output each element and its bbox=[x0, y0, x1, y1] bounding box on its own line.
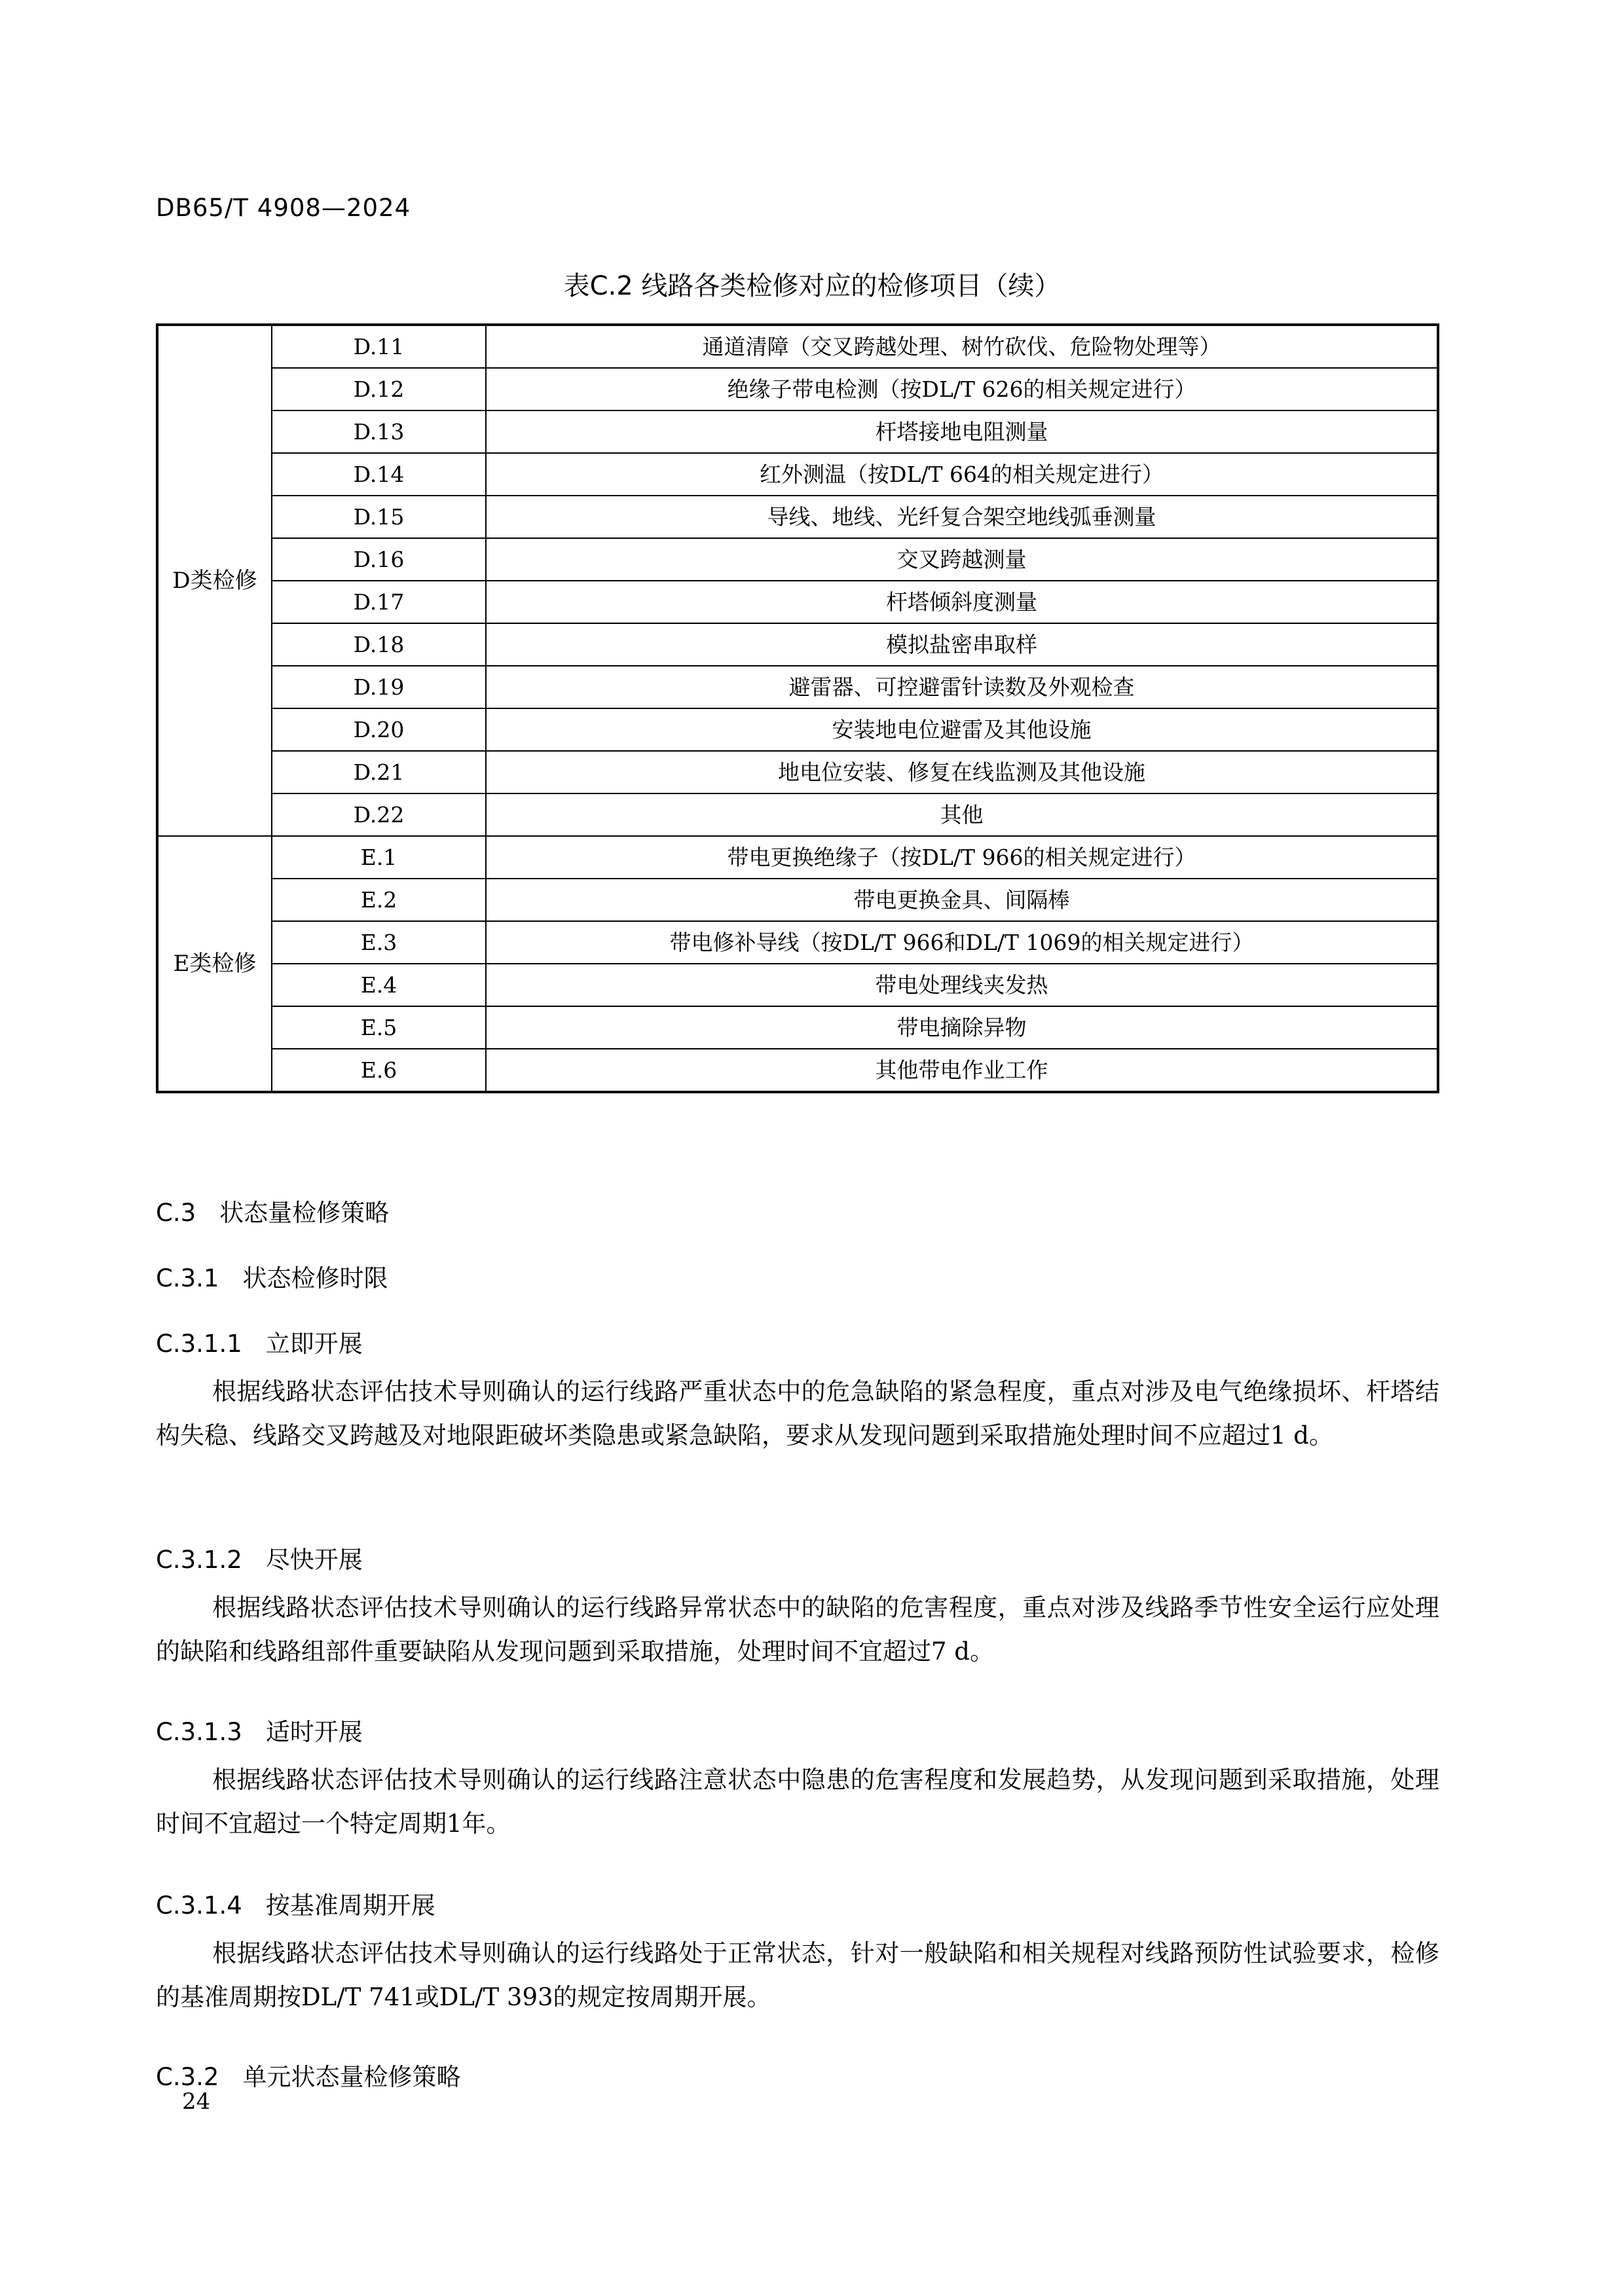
item-description-cell: 带电更换金具、间隔棒 bbox=[486, 879, 1438, 921]
section-number: C.3.1.4 bbox=[156, 1891, 242, 1920]
maintenance-items-table bbox=[156, 323, 1439, 1093]
table-row bbox=[157, 751, 1438, 793]
section-title: 状态量检修策略 bbox=[219, 1199, 390, 1227]
paragraph: 根据线路状态评估技术导则确认的运行线路注意状态中隐患的危害程度和发展趋势，从发现问题到采取措施，处理时间不宜超过一个特定周期1年。 bbox=[156, 1766, 1439, 1838]
table-row bbox=[157, 496, 1438, 538]
section-title: 单元状态量检修策略 bbox=[242, 2063, 461, 2091]
group-label-cell: E类检修 bbox=[157, 836, 272, 1092]
group-label-cell: D类检修 bbox=[157, 325, 272, 836]
table-row bbox=[157, 538, 1438, 581]
item-description-cell: 其他 bbox=[486, 793, 1438, 836]
table-row bbox=[157, 581, 1438, 623]
section-number: C.3.1.2 bbox=[156, 1546, 242, 1574]
table-row bbox=[157, 836, 1438, 879]
paragraph: 根据线路状态评估技术导则确认的运行线路异常状态中的缺陷的危害程度，重点对涉及线路季节性安全运行应处理的缺陷和线路组部件重要缺陷从发现问题到采取措施，处理时间不宜超过7 d。 bbox=[156, 1594, 1439, 1666]
table-row bbox=[157, 1006, 1438, 1049]
document-header: DB65/T 4908—2024 bbox=[156, 194, 411, 222]
table-row bbox=[157, 666, 1438, 708]
item-code-cell: E.2 bbox=[272, 879, 486, 921]
item-description-cell: 带电处理线夹发热 bbox=[486, 964, 1438, 1006]
item-description-cell: 带电更换绝缘子（按DL/T 966的相关规定进行） bbox=[486, 836, 1438, 879]
item-description-cell: 导线、地线、光纤复合架空地线弧垂测量 bbox=[486, 496, 1438, 538]
item-description-cell: 交叉跨越测量 bbox=[486, 538, 1438, 581]
section-title: 适时开展 bbox=[265, 1718, 363, 1746]
section-title: 状态检修时限 bbox=[242, 1264, 388, 1292]
item-code-cell: D.19 bbox=[272, 666, 486, 708]
item-code-cell: E.4 bbox=[272, 964, 486, 1006]
table-row bbox=[157, 453, 1438, 496]
table-row bbox=[157, 964, 1438, 1006]
section-title: 按基准周期开展 bbox=[265, 1891, 435, 1920]
section-number: C.3 bbox=[156, 1199, 196, 1227]
item-code-cell: D.21 bbox=[272, 751, 486, 793]
section-number: C.3.2 bbox=[156, 2063, 219, 2091]
section-heading bbox=[156, 1324, 363, 1359]
item-code-cell: D.16 bbox=[272, 538, 486, 581]
section-heading bbox=[156, 1886, 435, 1921]
table-row bbox=[157, 879, 1438, 921]
section-heading bbox=[156, 1193, 389, 1228]
item-description-cell: 地电位安装、修复在线监测及其他设施 bbox=[486, 751, 1438, 793]
section-title: 立即开展 bbox=[265, 1330, 363, 1358]
item-description-cell: 其他带电作业工作 bbox=[486, 1049, 1438, 1092]
item-code-cell: D.22 bbox=[272, 793, 486, 836]
item-description-cell: 通道清障（交叉跨越处理、树竹砍伐、危险物处理等） bbox=[486, 325, 1438, 368]
item-code-cell: D.13 bbox=[272, 410, 486, 453]
section-heading bbox=[156, 1712, 363, 1747]
item-code-cell: D.11 bbox=[272, 325, 486, 368]
item-code-cell: E.6 bbox=[272, 1049, 486, 1092]
table-row bbox=[157, 368, 1438, 410]
paragraph: 根据线路状态评估技术导则确认的运行线路严重状态中的危急缺陷的紧急程度，重点对涉及电气绝缘损坏、杆塔结构失稳、线路交叉跨越及对地限距破坏类隐患或紧急缺陷，要求从发现问题到采取措施处理时间不应超过1 d。 bbox=[156, 1377, 1439, 1449]
item-description-cell: 安装地电位避雷及其他设施 bbox=[486, 708, 1438, 751]
item-description-cell: 杆塔接地电阻测量 bbox=[486, 410, 1438, 453]
section-title: 尽快开展 bbox=[265, 1546, 363, 1574]
table-row bbox=[157, 325, 1438, 368]
table-row bbox=[157, 1049, 1438, 1092]
item-description-cell: 红外测温（按DL/T 664的相关规定进行） bbox=[486, 453, 1438, 496]
table-row bbox=[157, 708, 1438, 751]
table-row bbox=[157, 410, 1438, 453]
item-description-cell: 避雷器、可控避雷针读数及外观检查 bbox=[486, 666, 1438, 708]
section-number: C.3.1.1 bbox=[156, 1330, 242, 1358]
item-code-cell: D.15 bbox=[272, 496, 486, 538]
item-code-cell: D.17 bbox=[272, 581, 486, 623]
table-row bbox=[157, 793, 1438, 836]
item-code-cell: D.12 bbox=[272, 368, 486, 410]
section-heading bbox=[156, 1540, 363, 1575]
item-description-cell: 杆塔倾斜度测量 bbox=[486, 581, 1438, 623]
item-description-cell: 带电摘除异物 bbox=[486, 1006, 1438, 1049]
table-row bbox=[157, 623, 1438, 666]
item-code-cell: E.1 bbox=[272, 836, 486, 879]
paragraph: 根据线路状态评估技术导则确认的运行线路处于正常状态，针对一般缺陷和相关规程对线路预防性试验要求，检修的基准周期按DL/T 741或DL/T 393的规定按周期开展。 bbox=[156, 1939, 1439, 2011]
table-row bbox=[157, 921, 1438, 964]
item-code-cell: E.5 bbox=[272, 1006, 486, 1049]
item-description-cell: 模拟盐密串取样 bbox=[486, 623, 1438, 666]
item-description-cell: 绝缘子带电检测（按DL/T 626的相关规定进行） bbox=[486, 368, 1438, 410]
item-description-cell: 带电修补导线（按DL/T 966和DL/T 1069的相关规定进行） bbox=[486, 921, 1438, 964]
section-number: C.3.1 bbox=[156, 1264, 219, 1292]
section-heading bbox=[156, 1258, 388, 1294]
item-code-cell: D.20 bbox=[272, 708, 486, 751]
item-code-cell: D.18 bbox=[272, 623, 486, 666]
table-title: 表C.2 线路各类检修对应的检修项目（续） bbox=[563, 271, 1061, 301]
section-number: C.3.1.3 bbox=[156, 1718, 242, 1746]
section-heading bbox=[156, 2057, 460, 2092]
page-number: 24 bbox=[182, 2088, 211, 2115]
item-code-cell: E.3 bbox=[272, 921, 486, 964]
item-code-cell: D.14 bbox=[272, 453, 486, 496]
